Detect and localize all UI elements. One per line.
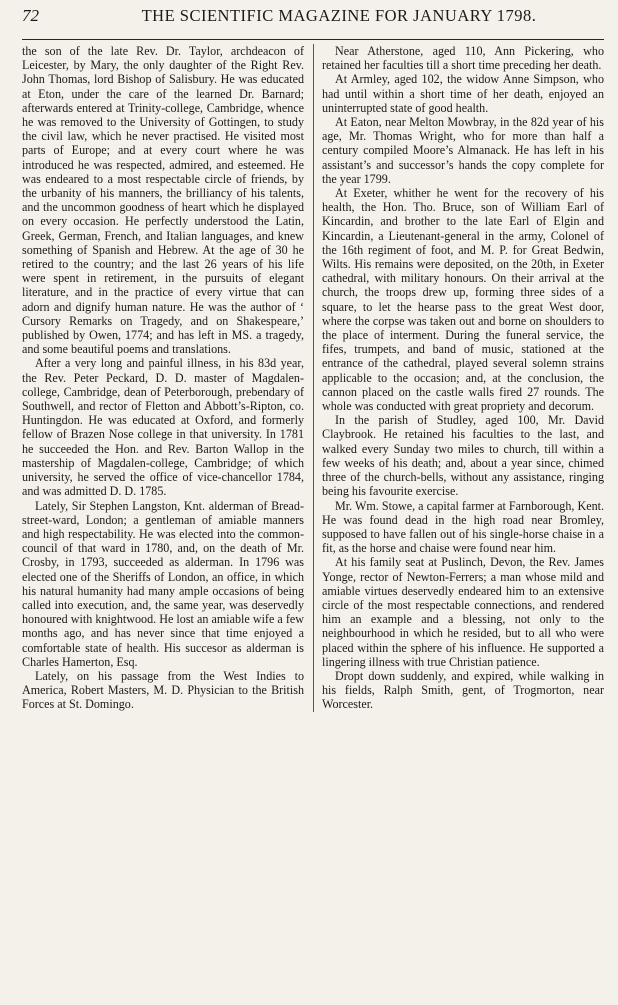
obituary-claybrook: In the parish of Studley, aged 100, Mr. David Claybrook. He retained his faculties to the last, and walked every Sunday two miles to church, till within a few weeks of his death; and, about a year since, chimed three of the church-bells, without any assistance, ringing being his favourite exercise.: [322, 413, 604, 499]
obituary-langston: Lately, Sir Stephen Langston, Knt. alderman of Bread-street-ward, London; a gentleman of amiable manners and high respectability. He was elected into the common-council of that ward in 1780, and, on the death of Mr. Crosby, in 1793, succeeded as alderman. In 1796 was elected one of the Sheriffs of London, an office, in which his natural humanity had many ample occasions of being called into execution, and, the same year, was deservedly honoured with knightwood. He lost an amiable wife a few months ago, and has never since that time enjoyed a comfortable state of health. His succesor as alderman is Charles Hamerton, Esq.: [22, 498, 304, 669]
page-number: 72: [22, 6, 39, 25]
left-column: [22, 44, 304, 712]
page-header: [22, 6, 604, 40]
obituary-yonge: At his family seat at Puslinch, Devon, the Rev. James Yonge, rector of Newton-Ferrers; a man whose mild and amiable virtues deservedly endeared him to an extensive circle of the most respectable connections, and rendered him an example and a blessing, not only to the neighbourhood in which he resided, but to all who were placed within the sphere of his influence. He supported a lingering illness with true Christian patience.: [322, 555, 604, 669]
obituary-peckard: After a very long and painful illness, in his 83d year, the Rev. Peter Peckard, D. D. master of Magdalen-college, Cambridge, dean of Peterborough, prebendary of Southwell, and rector of Fletton and Abbott’s-Ripton, co. Huntingdon. He was educated at Oxford, and formerly fellow of Brazen Nose college in that university. In 1781 he succeeded the Hon. and Rev. Barton Wallop in the mastership of Magdalen-college, Cambridge; of which university, he served the office of vice-chancellor 1784, and was admitted D. D. 1785.: [22, 356, 304, 499]
obituary-masters: Lately, on his passage from the West Indies to America, Robert Masters, M. D. Physician to the British Forces at St. Domingo.: [22, 668, 304, 712]
obituary-bruce: At Exeter, whither he went for the recovery of his health, the Hon. Tho. Bruce, son of William Earl of Kincardin, and brother to the late Earl of Elgin and Kincardin, a Lieutenant-general in the army, Colonel of the 16th regiment of foot, and M. P. for Great Bedwin, Wilts. His remains were deposited, on the 20th, in Exeter cathedral, with military honours. On their arrival at the church, the troops drew up, forming three sides of a square, to let the hearse pass to the great West door, where the corpse was taken out and borne on shoulders to the place of interment. During the funeral service, the fifes, trumpets, and band of music, stationed at the entrance of the cathedral, played several solemn strains applicable to the occasion; and, at the conclusion, the cannon placed on the castle walls fired 27 rounds. The whole was conducted with great propriety and decorum.: [322, 186, 604, 414]
obituary-smith: Dropt down suddenly, and expired, while walking in his fields, Ralph Smith, gent, of Trogmorton, near Worcester.: [322, 668, 604, 712]
obituary-pickering: Near Atherstone, aged 110, Ann Pickering, who retained her faculties till a short time preceding her death.: [322, 44, 604, 73]
obituary-wright: At Eaton, near Melton Mowbray, in the 82d year of his age, Mr. Thomas Wright, who for more than half a century compiled Moore’s Almanack. He has left in his assistant’s and successor’s hands the copy complete for the year 1799.: [322, 115, 604, 186]
right-column: [322, 44, 604, 712]
obituary-simpson: At Armley, aged 102, the widow Anne Simpson, who had until within a short time of her death, enjoyed an uninterrupted state of good health.: [322, 72, 604, 115]
obituary-taylor-continued: the son of the late Rev. Dr. Taylor, archdeacon of Leicester, by Mary, the only daughter of the Right Rev. John Thomas, lord Bishop of Salisbury. He was educated at Eton, under the care of the learned Dr. Barnard; afterwards entered at Trinity-college, Cambridge, whence he was removed to the University of Gottingen, to study the civil law, which he never practised. He visited most parts of Europe; and at every court where he was introduced he was respected, admired, and esteemed. He was endeared to a most respectable circle of friends, by the urbanity of his manners, the brilliancy of his talents, and the uncommon goodness of heart which he displayed on every occasion. He perfectly understood the Latin, Greek, German, French, and Italian languages, and knew something of Spanish and Hebrew. At the age of 30 he retired to the country; and the last 26 years of his life were spent in retirement, in the pursuits of elegant literature, and in the practice of every virtue that can adorn and dignify human nature. He was the author of ‘ Cursory Remarks on Tragedy, and on Shakespeare,’ published by Owen, 1774; and has left in MS. a tragedy, and some beautiful poems and translations.: [22, 44, 304, 357]
text-columns: [22, 44, 604, 712]
obituary-stowe: Mr. Wm. Stowe, a capital farmer at Farnborough, Kent. He was found dead in the high road near Bromley, supposed to have fallen out of his single-horse chaise in a fit, as the horse and chaise were found near him.: [322, 498, 604, 556]
column-divider: [313, 44, 314, 712]
running-title: THE SCIENTIFIC MAGAZINE FOR JANUARY 1798.: [141, 6, 537, 25]
